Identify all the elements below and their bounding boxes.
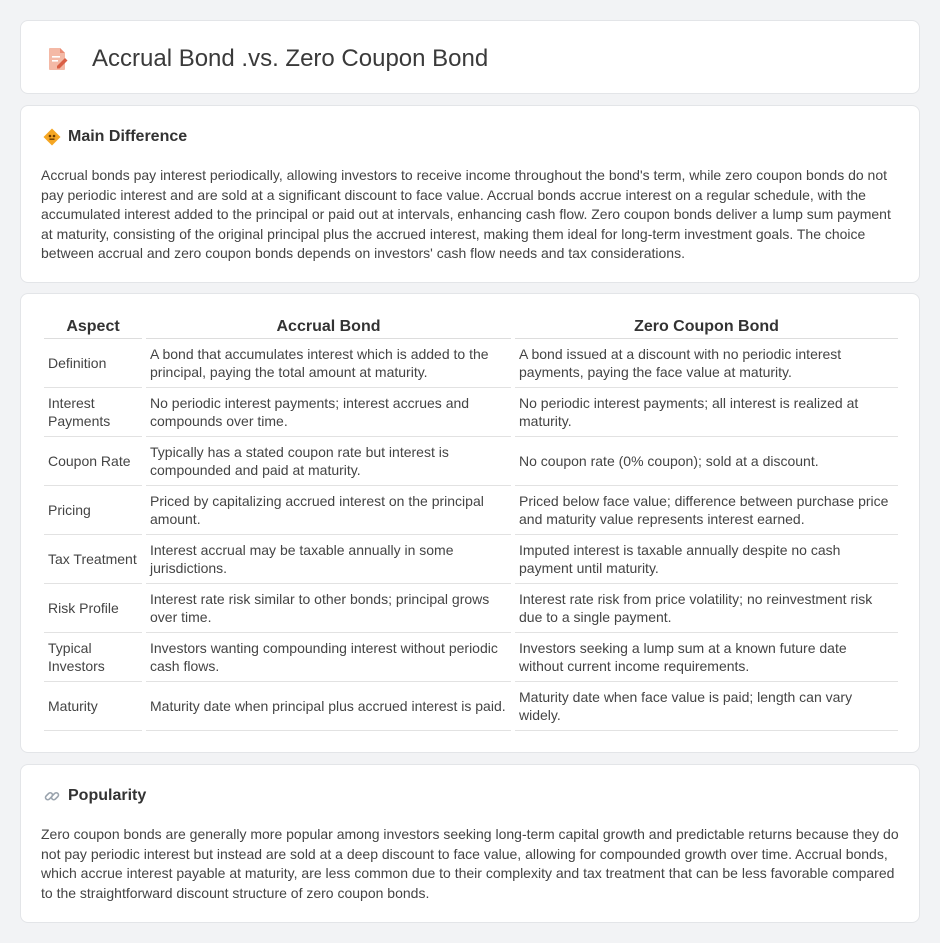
table-header-row: [44, 316, 898, 338]
cell-accrual: Investors wanting compounding interest without periodic cash flows.: [144, 632, 513, 681]
cell-aspect: Coupon Rate: [44, 436, 144, 485]
page-title: Accrual Bond .vs. Zero Coupon Bond: [92, 45, 489, 72]
main-difference-heading: [43, 128, 187, 146]
popularity-text: Zero coupon bonds are generally more popular among investors seeking long-term capital growth and predictable returns because they do not pay periodic interest but instead are sold at a deep discount to face value, allowing for compounded growth over time. Accrual bonds, which accrue interest payable at maturity, are less common due to their complexity and tax treatment that can be less favorable compared to the straightforward discount structure of zero coupon bonds.: [41, 826, 899, 901]
cell-aspect: Maturity: [44, 681, 144, 730]
cell-zero: No periodic interest payments; all interest is realized at maturity.: [513, 387, 898, 436]
cell-zero: Maturity date when face value is paid; length can vary widely.: [513, 681, 898, 730]
cell-aspect: Pricing: [44, 485, 144, 534]
cell-accrual: Interest rate risk similar to other bonds; principal grows over time.: [144, 583, 513, 632]
popularity-section: [20, 764, 920, 923]
cell-aspect: Definition: [44, 338, 144, 387]
header-aspect: Aspect: [44, 316, 144, 338]
table-row: [44, 485, 898, 534]
cell-aspect: Interest Payments: [44, 387, 144, 436]
cell-accrual: No periodic interest payments; interest accrues and compounds over time.: [144, 387, 513, 436]
cell-accrual: Priced by capitalizing accrued interest on the principal amount.: [144, 485, 513, 534]
main-difference-title: Main Difference: [68, 128, 188, 145]
cell-zero: A bond issued at a discount with no periodic interest payments, paying the face value at maturity.: [513, 338, 898, 387]
cell-aspect: Tax Treatment: [44, 534, 144, 583]
comparison-section: [20, 293, 920, 753]
comparison-table: [44, 316, 898, 731]
cell-accrual: A bond that accumulates interest which is added to the principal, paying the total amount at maturity.: [144, 338, 513, 387]
header-card: [20, 20, 920, 94]
cell-zero: Investors seeking a lump sum at a known future date without current income requirements.: [513, 632, 898, 681]
cell-accrual: Typically has a stated coupon rate but interest is compounded and paid at maturity.: [144, 436, 513, 485]
cell-zero: Priced below face value; difference between purchase price and maturity value represents interest earned.: [513, 485, 898, 534]
table-row: [44, 436, 898, 485]
table-row: [44, 632, 898, 681]
header-zero-coupon-bond: Zero Coupon Bond: [513, 316, 898, 338]
link-icon: [43, 787, 61, 805]
table-row: [44, 681, 898, 730]
cell-zero: Interest rate risk from price volatility; no reinvestment risk due to a single payment.: [513, 583, 898, 632]
header-accrual-bond: Accrual Bond: [144, 316, 513, 338]
cell-zero: Imputed interest is taxable annually despite no cash payment until maturity.: [513, 534, 898, 583]
table-row: [44, 387, 898, 436]
main-difference-text: Accrual bonds pay interest periodically, allowing investors to receive income throughout the bond's term, while zero coupon bonds do not pay periodic interest and are sold at a significant discount to face value. Accrual bonds accrue interest on a regular schedule, with the accumulated interest added to the principal or paid out at intervals, enhancing cash flow. Zero coupon bonds deliver a lump sum payment at maturity, consisting of the original principal plus the accrued interest, making them ideal for long-term investment goals. The choice between accrual and zero coupon bonds depends on investors' cash flow needs and tax considerations.: [41, 167, 891, 261]
cell-zero: No coupon rate (0% coupon); sold at a discount.: [513, 436, 898, 485]
document-pencil-icon: [47, 47, 69, 71]
main-difference-section: [20, 105, 920, 283]
table-row: [44, 583, 898, 632]
cell-accrual: Interest accrual may be taxable annually in some jurisdictions.: [144, 534, 513, 583]
popularity-heading: [43, 787, 146, 805]
diamond-sign-icon: [43, 128, 61, 146]
cell-aspect: Typical Investors: [44, 632, 144, 681]
table-row: [44, 338, 898, 387]
cell-aspect: Risk Profile: [44, 583, 144, 632]
cell-accrual: Maturity date when principal plus accrued interest is paid.: [144, 681, 513, 730]
table-row: [44, 534, 898, 583]
popularity-title: Popularity: [68, 787, 147, 804]
